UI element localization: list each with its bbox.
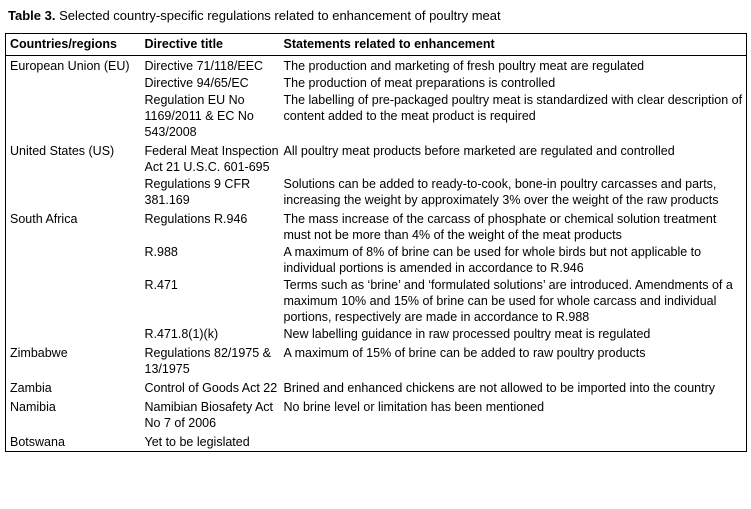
directive-cell: Namibian Biosafety Act No 7 of 2006	[144, 400, 274, 430]
statement-cell	[280, 432, 747, 452]
country-cell: Zambia	[10, 381, 52, 395]
table-row	[6, 56, 747, 76]
table-caption-label: Table 3.	[8, 8, 56, 23]
table-row	[6, 343, 747, 378]
statement-cell: The production of meat preparations is controlled	[283, 76, 556, 90]
directive-cell: Directive 94/65/EC	[144, 76, 249, 90]
directive-cell: Federal Meat Inspection Act 21 U.S.C. 601-695	[144, 144, 279, 174]
regulations-table	[5, 33, 747, 452]
table-row	[6, 326, 747, 343]
country-cell	[6, 244, 141, 277]
directive-cell: Control of Goods Act 22	[144, 381, 278, 395]
statement-cell: A maximum of 15% of brine can be added to raw poultry products	[283, 346, 646, 360]
statement-cell: All poultry meat products before marketed are regulated and controlled	[283, 144, 675, 158]
statement-cell: The labelling of pre-packaged poultry meat is standardized with clear description of content added to the meat product is required	[283, 93, 743, 123]
country-cell	[6, 277, 141, 326]
table-caption	[5, 5, 746, 33]
country-cell	[6, 75, 141, 92]
country-cell	[6, 326, 141, 343]
column-header-statements: Statements related to enhancement	[280, 34, 747, 56]
statement-cell: No brine level or limitation has been mentioned	[283, 400, 545, 414]
table-row	[6, 75, 747, 92]
country-cell: Botswana	[10, 435, 65, 449]
table-row	[6, 432, 747, 452]
country-cell: Zimbabwe	[10, 346, 68, 360]
statement-cell: The mass increase of the carcass of phosphate or chemical solution treatment must not be more than 4% of the weight of the meat products	[283, 212, 717, 242]
directive-cell: Regulations 82/1975 & 13/1975	[144, 346, 271, 376]
table-row	[6, 92, 747, 141]
table-row	[6, 209, 747, 244]
statement-cell: New labelling guidance in raw processed poultry meat is regulated	[283, 327, 651, 341]
table-row	[6, 378, 747, 397]
column-header-countries-regions: Countries/regions	[6, 34, 141, 56]
directive-cell: Regulations 9 CFR 381.169	[144, 177, 251, 207]
table-row	[6, 141, 747, 176]
table-header-row	[6, 34, 747, 56]
country-cell: Namibia	[10, 400, 56, 414]
table-row	[6, 176, 747, 209]
statement-cell: A maximum of 8% of brine can be used for whole birds but not applicable to individual portions is amended in accordance to R.946	[283, 245, 702, 275]
directive-cell: Yet to be legislated	[144, 435, 250, 449]
statement-cell: Solutions can be added to ready-to-cook, bone-in poultry carcasses and parts, increasing the weight by approximately 3% over the weight of the raw products	[283, 177, 719, 207]
directive-cell: Directive 71/118/EEC	[144, 59, 264, 73]
table-caption-text: Selected country-specific regulations related to enhancement of poultry meat	[59, 8, 501, 23]
table-row	[6, 397, 747, 432]
table-row	[6, 244, 747, 277]
directive-cell: R.471	[144, 278, 178, 292]
country-cell	[6, 92, 141, 141]
country-cell: South Africa	[10, 212, 78, 226]
directive-cell: Regulation EU No 1169/2011 & EC No 543/2008	[144, 93, 254, 139]
country-cell: European Union (EU)	[10, 59, 130, 73]
directive-cell: Regulations R.946	[144, 212, 248, 226]
table-body	[6, 56, 747, 452]
directive-cell: R.471.8(1)(k)	[144, 327, 219, 341]
statement-cell: The production and marketing of fresh poultry meat are regulated	[283, 59, 645, 73]
country-cell: United States (US)	[10, 144, 115, 158]
column-header-directive-title: Directive title	[141, 34, 280, 56]
country-cell	[6, 176, 141, 209]
directive-cell: R.988	[144, 245, 178, 259]
statement-cell: Terms such as ‘brine’ and ‘formulated solutions’ are introduced. Amendments of a maximum 10% and 15% of brine can be used for whole carcass and individual portions, respectively are made in accordance to R.988	[283, 278, 733, 324]
table-row	[6, 277, 747, 326]
statement-cell: Brined and enhanced chickens are not allowed to be imported into the country	[283, 381, 716, 395]
